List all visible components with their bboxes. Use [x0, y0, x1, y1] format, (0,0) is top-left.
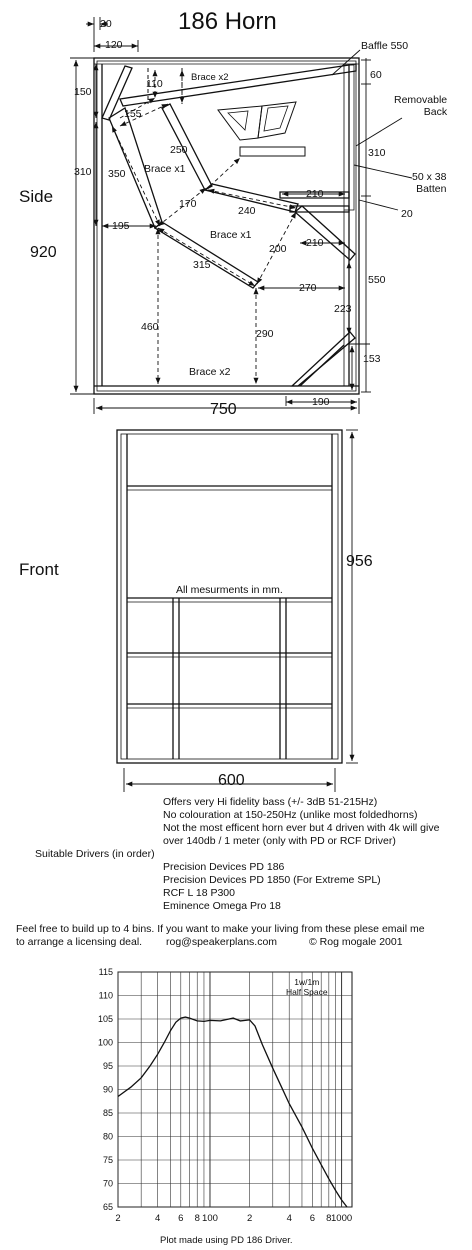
chart-y-tick-label: 70: [102, 1178, 113, 1189]
dim-460: 460: [141, 321, 159, 333]
side-view-label: Side: [19, 187, 54, 206]
note-line-1: Offers very Hi fidelity bass (+/- 3dB 51-215Hz): [163, 796, 378, 808]
dim-20-right: 20: [401, 208, 413, 220]
dim-223: 223: [334, 303, 352, 315]
dim-210-mid: 210: [306, 237, 324, 249]
chart-x-tick-label: 100: [202, 1213, 218, 1224]
driver-item: Precision Devices PD 186: [163, 861, 285, 873]
measurement-note: All mesurments in mm.: [176, 584, 283, 596]
chart-x-tick-label: 1000: [331, 1213, 353, 1224]
baffle-label: Baffle 550: [361, 40, 409, 52]
brace-x1-b-label: Brace x1: [210, 229, 252, 241]
dim-20-top: 20: [100, 18, 112, 30]
dim-150: 150: [74, 86, 92, 98]
chart-y-tick-label: 65: [102, 1202, 113, 1212]
dim-153: 153: [363, 353, 381, 365]
dim-920: 920: [30, 244, 57, 261]
chart-y-tick-label: 115: [98, 967, 113, 977]
note-line-2: No colouration at 150-250Hz (unlike most foldedhorns): [163, 809, 418, 821]
chart-x-tick-label: 6: [309, 1213, 316, 1224]
brace-x2-top-label: Brace x2: [191, 72, 229, 83]
chart-x-tick-label: 4: [286, 1213, 292, 1224]
dim-155: 155: [124, 108, 142, 120]
contact-email: rog@speakerplans.com: [166, 936, 278, 948]
dim-110: 110: [146, 78, 163, 90]
dim-310-right: 310: [368, 147, 386, 159]
dim-750: 750: [210, 401, 237, 418]
chart-x-tick-label: 6: [178, 1213, 184, 1224]
chart-y-tick-label: 110: [98, 990, 113, 1001]
chart-y-tick-label: 90: [102, 1084, 113, 1095]
driver-item: Eminence Omega Pro 18: [163, 900, 281, 912]
dim-60: 60: [370, 69, 382, 81]
note-line-4: over 140db / 1 meter (only with PD or RCF Driver): [163, 835, 396, 847]
dim-270: 270: [299, 282, 317, 294]
dim-350: 350: [108, 168, 126, 180]
dim-195: 195: [112, 220, 130, 232]
brace-x1-a-label: Brace x1: [144, 163, 186, 175]
license-line-2: to arrange a licensing deal.: [16, 936, 143, 948]
dim-550: 550: [368, 274, 386, 286]
chart-y-tick-label: 95: [102, 1061, 113, 1071]
dim-190: 190: [312, 396, 330, 408]
chart-y-tick-label: 100: [97, 1037, 113, 1048]
front-view-label: Front: [19, 560, 59, 579]
dim-956: 956: [346, 553, 373, 570]
drivers-heading: Suitable Drivers (in order): [35, 848, 155, 860]
batten-label: 50 x 38 Batten: [412, 171, 447, 195]
driver-item: Precision Devices PD 1850 (For Extreme SPL): [163, 874, 381, 886]
chart-caption: Plot made using PD 186 Driver.: [160, 1235, 293, 1246]
chart-y-tick-label: 105: [97, 1014, 113, 1024]
front-view-cabinet: [117, 430, 358, 792]
chart-x-tick-label: 2: [246, 1213, 253, 1224]
note-line-3: Not the most efficent horn ever but 4 driven with 4k will give: [163, 822, 440, 834]
removable-back-label: Removable Back: [394, 94, 448, 118]
dim-170: 170: [179, 198, 197, 210]
dim-600: 600: [218, 772, 245, 789]
frequency-response-chart: [98, 967, 352, 1224]
copyright: © Rog mogale 2001: [309, 936, 403, 948]
dim-210-top: 210: [306, 188, 324, 200]
chart-x-tick-label: 2: [115, 1213, 121, 1224]
driver-item: RCF L 18 P300: [163, 887, 235, 899]
brace-x2-bottom-label: Brace x2: [189, 366, 231, 378]
dim-290: 290: [256, 328, 274, 340]
dim-120: 120: [105, 39, 123, 51]
chart-y-tick-label: 85: [102, 1108, 113, 1118]
page-title: 186 Horn: [178, 8, 277, 35]
dim-200: 200: [269, 243, 287, 255]
chart-annotation: 1w/1m Half Space: [286, 977, 328, 997]
chart-x-tick-label: 8: [194, 1213, 200, 1224]
license-line-1: Feel free to build up to 4 bins. If you want to make your living from these plese email me: [16, 923, 425, 935]
dim-250: 250: [170, 144, 188, 156]
dim-310-left: 310: [74, 166, 92, 178]
chart-y-tick-label: 80: [102, 1131, 113, 1142]
dim-315: 315: [193, 259, 211, 271]
chart-y-tick-label: 75: [102, 1155, 113, 1165]
chart-x-tick-label: 4: [154, 1213, 161, 1224]
dim-240: 240: [238, 205, 256, 217]
chart-x-tick-label: 8: [326, 1213, 332, 1224]
